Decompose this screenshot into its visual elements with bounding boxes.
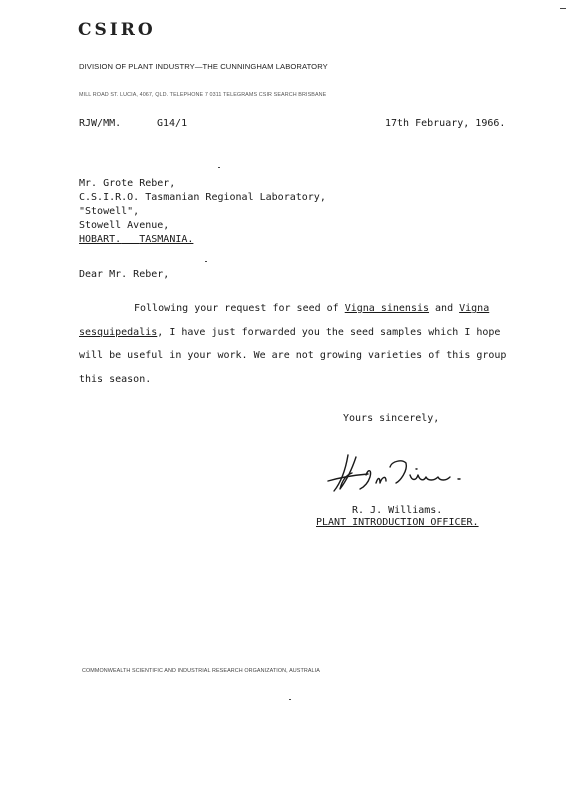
salutation: Dear Mr. Reber, [79, 269, 170, 280]
signatory-name: R. J. Williams. [352, 505, 443, 516]
scan-speck [289, 699, 291, 700]
genus-name: Vigna [459, 303, 490, 314]
signatory-title: PLANT INTRODUCTION OFFICER. [316, 517, 479, 528]
body-line-4: this season. [79, 373, 152, 385]
body-line-1 [79, 297, 506, 321]
species-name: Vigna sinensis [344, 303, 430, 314]
letterhead-address: MILL ROAD ST. LUCIA, 4067, QLD. TELEPHONE 7 0311 TELEGRAMS CSIR SEARCH BRISBANE [79, 92, 327, 98]
recipient-city: HOBART. [79, 234, 122, 245]
body-line-3: will be useful in your work. We are not growing varieties of this group [79, 350, 507, 361]
csiro-logo: CSIRO [78, 20, 156, 40]
scan-speck [205, 261, 207, 262]
handwritten-signature [316, 447, 486, 507]
reference-initials: RJW/MM. [79, 118, 122, 129]
body-text: and [429, 303, 460, 314]
footer-organization: COMMONWEALTH SCIENTIFIC AND INDUSTRIAL RESEARCH ORGANIZATION, AUSTRALIA [82, 668, 320, 674]
body-text: Following your request for seed of [134, 303, 345, 314]
recipient-state: TASMANIA. [139, 234, 194, 245]
body-line-2 [79, 321, 506, 345]
body-text: , I have just forwarded you the seed samples which I hope [157, 326, 501, 338]
letter-body [79, 297, 506, 391]
letter-date: 17th February, 1966. [385, 118, 506, 129]
letterhead-division: DIVISION OF PLANT INDUSTRY—THE CUNNINGHAM LABORATORY [79, 62, 328, 71]
scan-speck [560, 8, 566, 9]
recipient-city-line [79, 233, 326, 247]
recipient-line: Stowell Avenue, [79, 220, 170, 231]
recipient-line: C.S.I.R.O. Tasmanian Regional Laboratory, [79, 192, 326, 203]
recipient-line: "Stowell", [79, 206, 140, 217]
species-name: sesquipedalis [79, 326, 158, 338]
reference-file: G14/1 [157, 118, 188, 129]
scan-speck [218, 167, 220, 168]
closing: Yours sincerely, [343, 413, 440, 424]
recipient-address [79, 177, 326, 247]
recipient-line: Mr. Grote Reber, [79, 178, 176, 189]
